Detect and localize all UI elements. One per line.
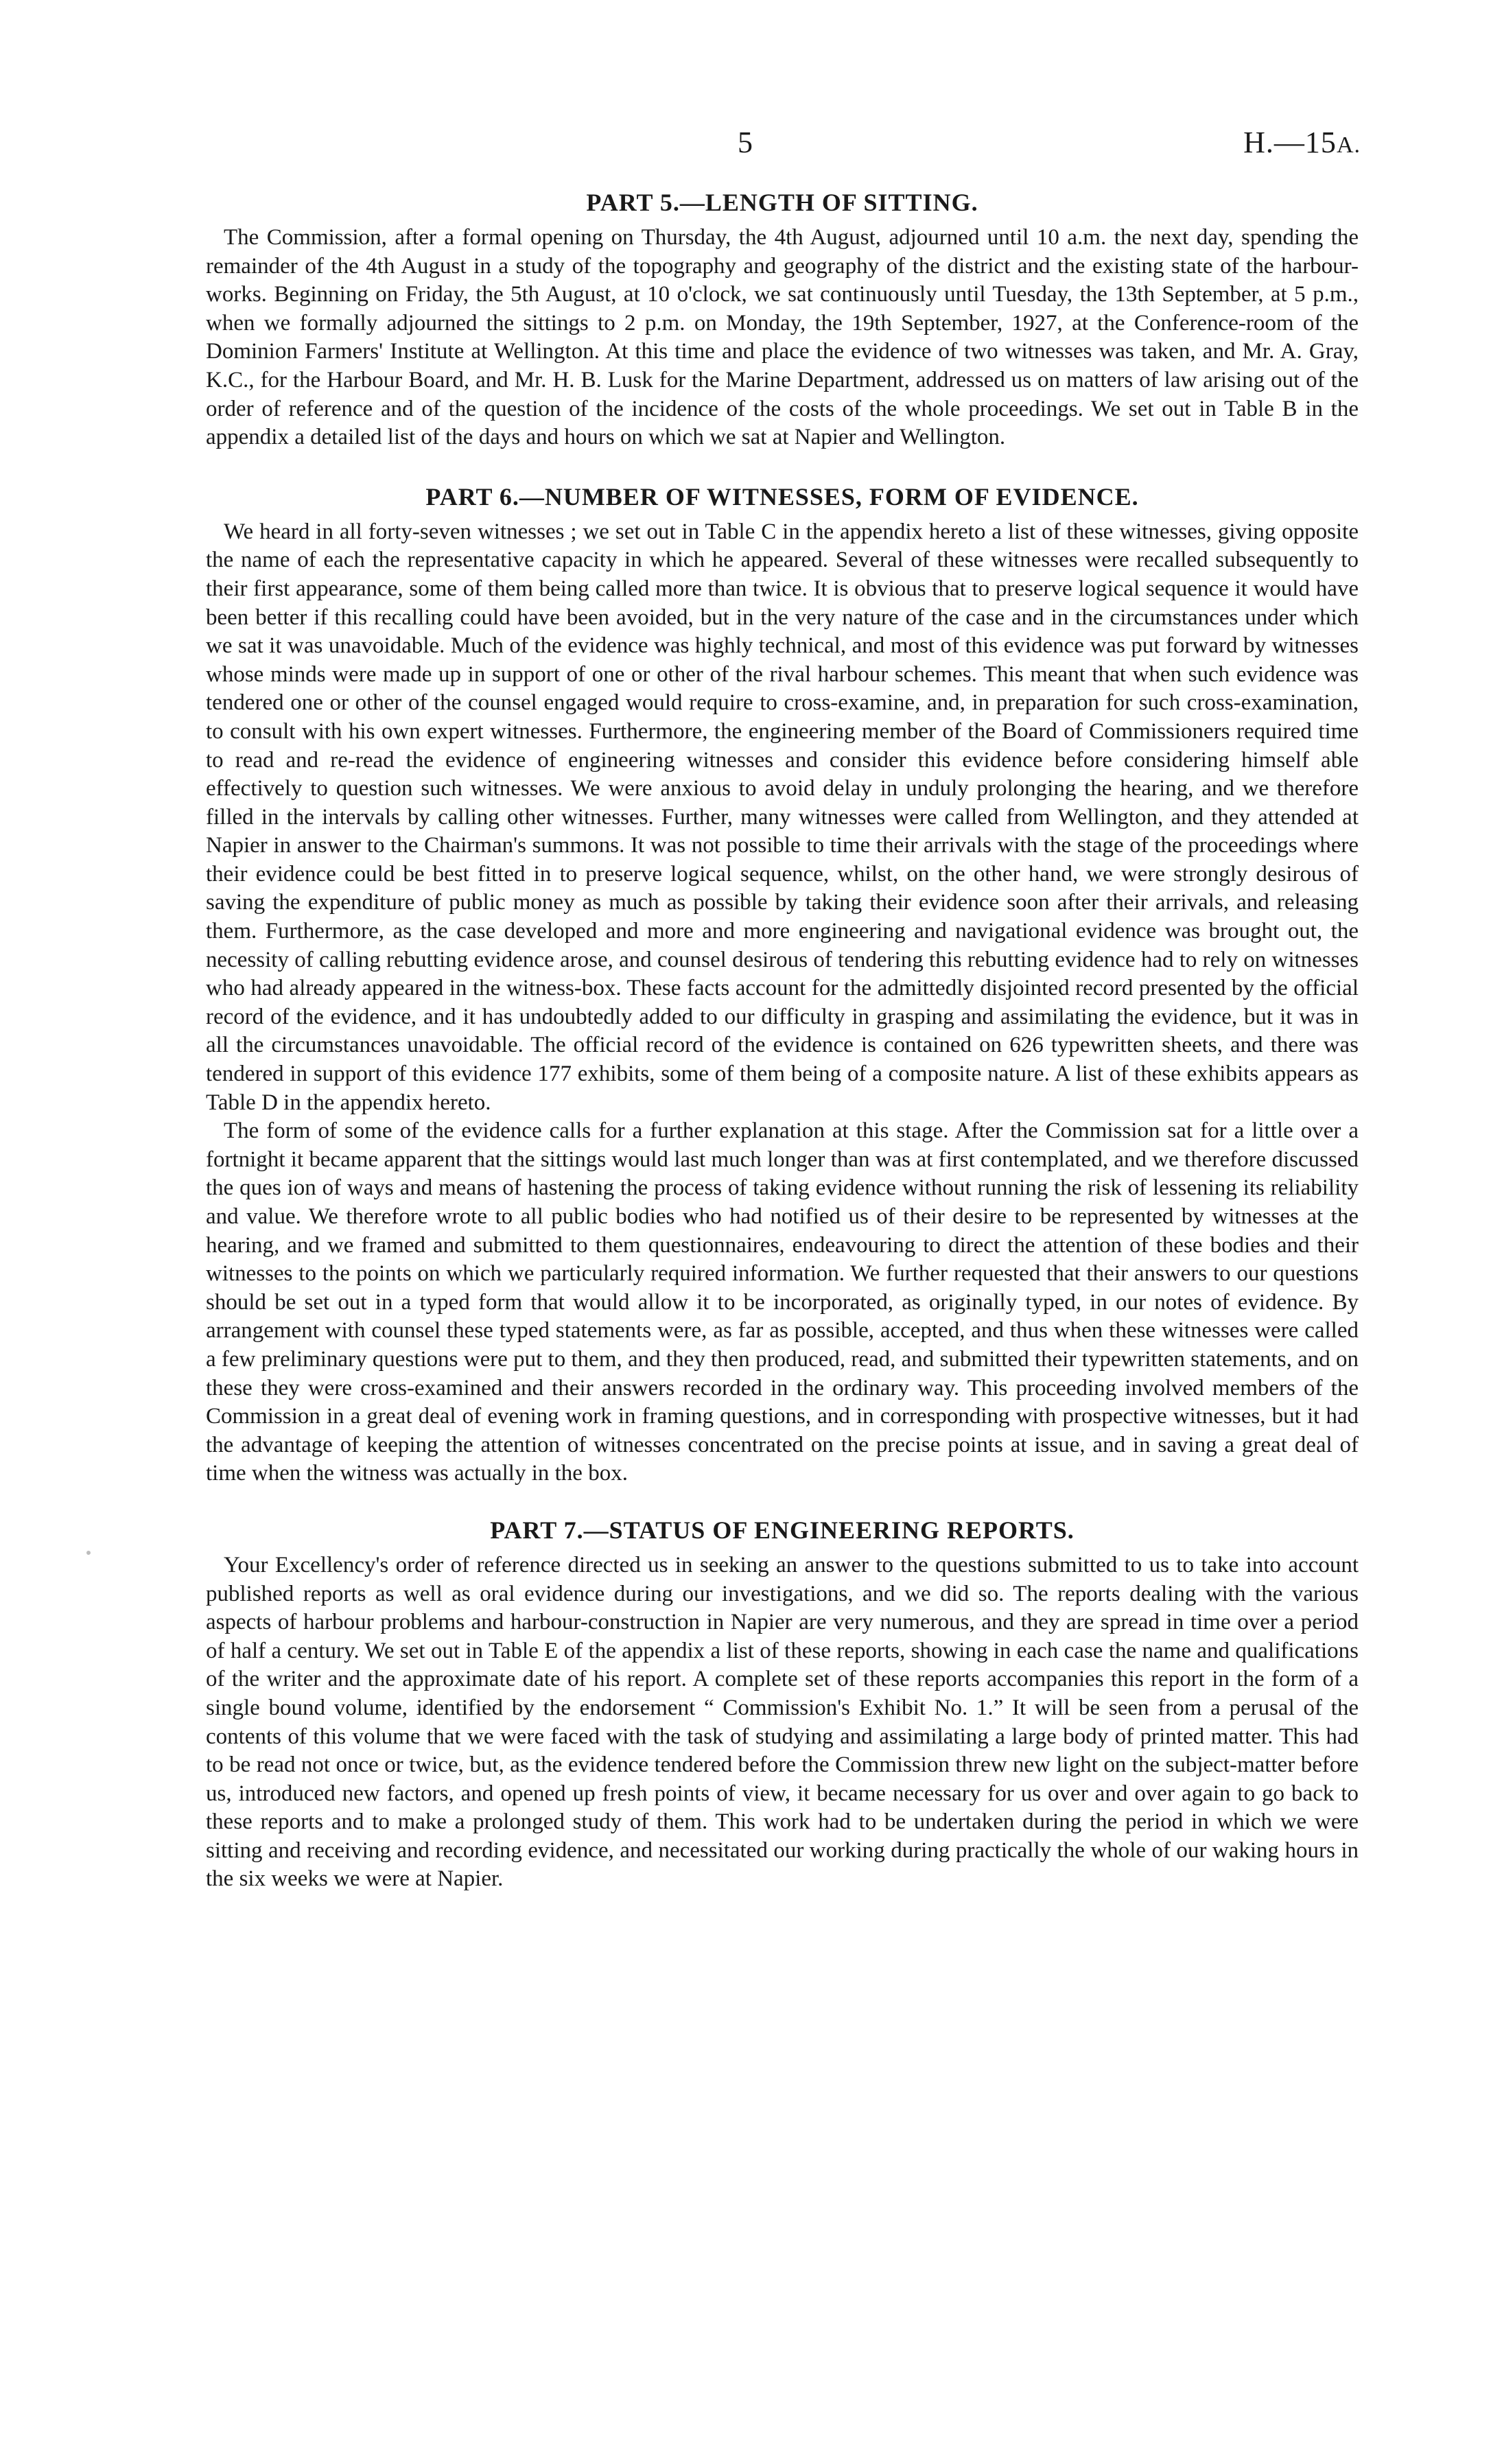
part-7-paragraph-1: Your Excellency's order of reference directed us in seeking an answer to the questions submitted to us to take into account published reports as well as oral evidence during our investigations, and we did so. The reports dealing with the various aspects of harbour problems and harbour-construction in Napier are very numerous, and they are spread in time over a period of half a century. We set out in Table E of the appendix a list of these reports, showing in each case the name and qualifications of the writer and the approximate date of his report. A complete set of these reports accompanies this report in the form of a single bound volume, identified by the endorsement “ Commission's Exhibit No. 1.” It will be seen from a perusal of the contents of this volume that we were faced with the task of studying and assimilating a large body of printed matter. This had to be read not once or twice, but, as the evidence tendered before the Commission threw new light on the subject-matter before us, introduced new factors, and opened up fresh points of view, it became necessary for us over and over again to go back to these reports and to make a prolonged study of them. This work had to be undertaken during the period in which we were sitting and receiving and recording evidence, and necessitated our working during practically the whole of our waking hours in the six weeks we were at Napier. — [206, 1552, 1359, 1892]
part-6-paragraph-1: We heard in all forty-seven witnesses ; we set out in Table C in the appendix hereto a list of these witnesses, giving opposite the name of each the representative capacity in which he appeared. Several of these witnesses were recalled subsequently to their first appearance, some of them being called more than twice. It is obvious that to preserve logical sequence it would have been better if this recalling could have been avoided, but in the very nature of the case and in the circumstances under which we sat it was unavoidable. Much of the evidence was highly technical, and most of this evidence was put forward by witnesses whose minds were made up in support of one or other of the rival harbour schemes. This meant that when such evidence was tendered one or other of the counsel engaged would require to cross-examine, and, in preparation for such cross-examination, to consult with his own expert witnesses. Furthermore, the engineering member of the Board of Commissioners required time to read and re-read the evidence of engineering witnesses and consider this evidence before considering himself able effectively to question such witnesses. We were anxious to avoid delay in unduly prolonging the hearing, and we therefore filled in the intervals by calling other witnesses. Further, many witnesses were called from Wellington, and they attended at Napier in answer to the Chairman's summons. It was not possible to time their arrivals with the stage of the proceedings where their evidence could be best fitted in to preserve logical sequence, whilst, on the other hand, we were strongly desirous of saving the expenditure of public money as much as possible by taking their evidence soon after their arrivals, and releasing them. Furthermore, as the case developed and more and more engineering and navigational evidence was brought out, the necessity of calling rebutting evidence arose, and counsel desirous of tendering this rebutting evidence had to rely on witnesses who had already appeared in the witness-box. These facts account for the admittedly disjointed record presented by the official record of the evidence, and it has undoubtedly added to our difficulty in grasping and assimilating the evidence, but it was in all the circumstances unavoidable. The official record of the evidence is contained on 626 typewritten sheets, and there was tendered in support of this evidence 177 exhibits, some of them being of a composite nature. A list of these exhibits appears as Table D in the appendix hereto. — [206, 519, 1359, 1115]
document-reference-suffix: A. — [1336, 132, 1361, 158]
part-7-title: PART 7.—STATUS OF ENGINEERING REPORTS. — [490, 1516, 1075, 1544]
part-7-section — [206, 1514, 1359, 1894]
scan-speck — [86, 1551, 91, 1555]
part-6-section — [206, 481, 1359, 1488]
document-reference-main: H.—15 — [1243, 126, 1337, 159]
page-number: 5 — [738, 126, 753, 159]
part-6-title: PART 6.—NUMBER OF WITNESSES, FORM OF EVIDENCE. — [425, 482, 1139, 511]
page-header — [0, 122, 1491, 163]
part-5-title: PART 5.—LENGTH OF SITTING. — [586, 189, 978, 216]
part-5-section — [206, 187, 1359, 452]
part-5-paragraph-1: The Commission, after a formal opening on Thursday, the 4th August, adjourned until 10 a.m. the next day, spending the remainder of the 4th August in a study of the topography and geography of the district and the existing state of the harbour-works. Beginning on Friday, the 5th August, at 10 o'clock, we sat continuously until Tuesday, the 13th September, at 5 p.m., when we formally adjourned the sittings to 2 p.m. on Monday, the 19th September, 1927, at the Conference-room of the Dominion Farmers' Institute at Wellington. At this time and place the evidence of two witnesses was taken, and Mr. A. Gray, K.C., for the Harbour Board, and Mr. H. B. Lusk for the Marine Department, addressed us on matters of law arising out of the order of reference and of the question of the incidence of the costs of the whole proceedings. We set out in Table B in the appendix a detailed list of the days and hours on which we sat at Napier and Wellington. — [206, 225, 1359, 450]
part-6-paragraph-2: The form of some of the evidence calls for a further explanation at this stage. After the Commission sat for a little over a fortnight it became apparent that the sittings would last much longer than was at first contemplated, and we therefore discussed the ques ion of ways and means of hastening the process of taking evidence without running the risk of lessening its reliability and value. We therefore wrote to all public bodies who had notified us of their desire to be represented by witnesses at the hearing, and we framed and submitted to them questionnaires, endeavouring to direct the attention of these bodies and their witnesses to the points on which we particularly required information. We further requested that their answers to our questions should be set out in a typed form that would allow it to be incorporated, as originally typed, in our notes of evidence. By arrangement with counsel these typed statements were, as far as possible, accepted, and thus when these witnesses were called a few preliminary questions were put to them, and they then produced, read, and submitted their typewritten statements, and on these they were cross-examined and their answers recorded in the ordinary way. This proceeding involved members of the Commission in a great deal of evening work in framing questions, and in corresponding with prospective witnesses, but it had the advantage of keeping the attention of witnesses concentrated on the precise points at issue, and in saving a great deal of time when the witness was actually in the box. — [206, 1118, 1359, 1486]
document-body — [206, 187, 1359, 1894]
document-reference — [1243, 122, 1361, 166]
